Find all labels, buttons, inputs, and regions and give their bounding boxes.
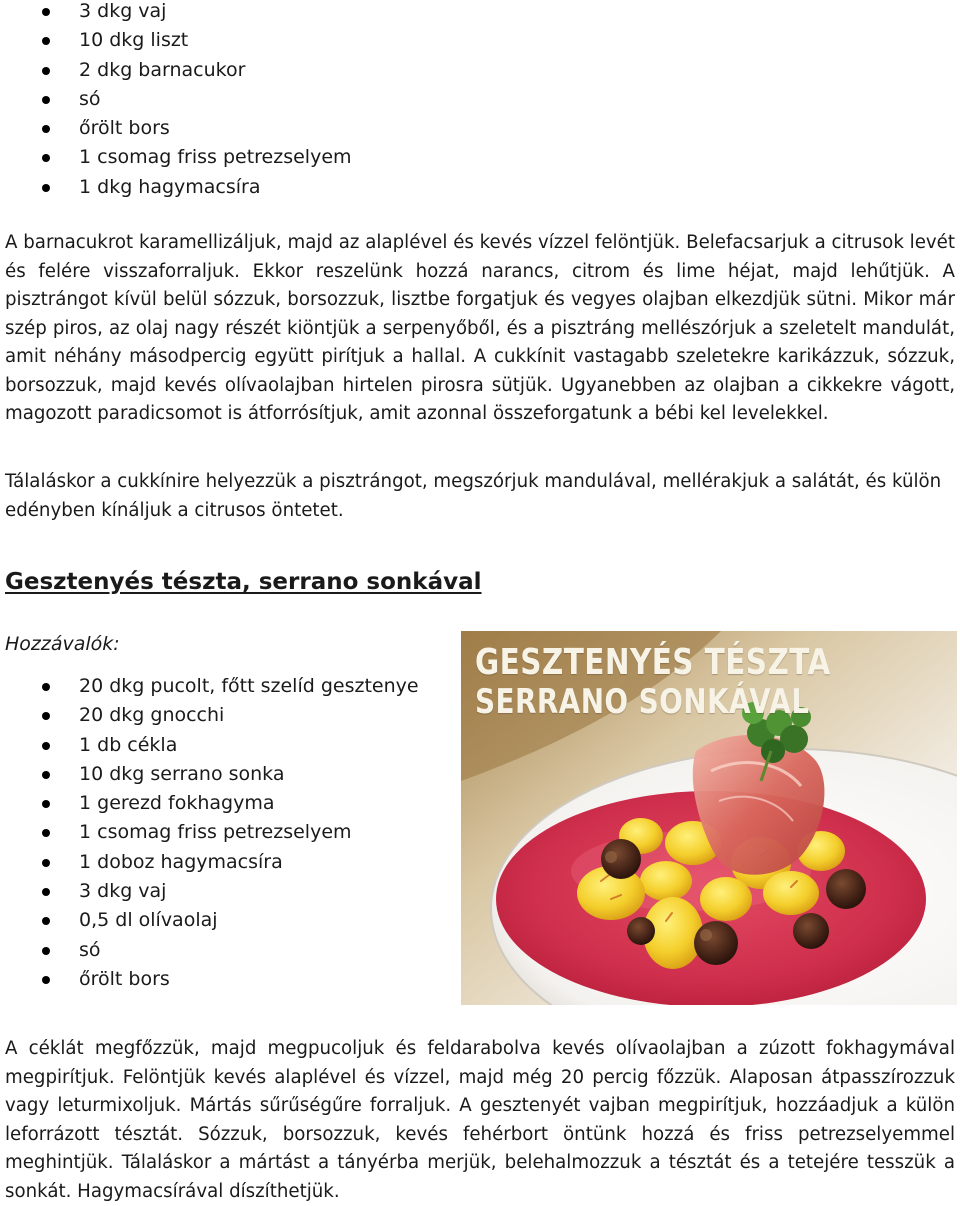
- bullet-icon: [42, 37, 50, 45]
- bullet-icon: [42, 184, 50, 192]
- bullet-icon: [42, 154, 50, 162]
- bullet-icon: [42, 712, 50, 720]
- list-item: [0, 731, 450, 760]
- list-item: [0, 877, 450, 906]
- list-item-text: 1 doboz hagymacsíra: [79, 850, 283, 873]
- list-item: [0, 173, 560, 202]
- list-item-text: 1 csomag friss petrezselyem: [79, 146, 352, 169]
- bullet-icon: [42, 742, 50, 750]
- list-item-text: 2 dkg barnacukor: [79, 58, 246, 81]
- bullet-icon: [42, 683, 50, 691]
- list-item-text: 3 dkg vaj: [79, 0, 167, 22]
- list-item: [0, 85, 560, 114]
- list-item: [0, 56, 560, 85]
- list-item-text: őrölt bors: [79, 967, 170, 990]
- bullet-icon: [42, 800, 50, 808]
- list-item: [0, 143, 560, 172]
- bullet-icon: [42, 96, 50, 104]
- serving-paragraph: Tálaláskor a cukkínire helyezzük a pisztrángot, megszórjuk mandulával, mellérakjuk a salátát, és külön edényben kínáljuk a citrusos öntetet.: [5, 471, 942, 521]
- list-item: [0, 701, 450, 730]
- bullet-icon: [42, 859, 50, 867]
- list-item: [0, 26, 560, 55]
- dish-photo: [461, 631, 957, 1005]
- list-item-text: 20 dkg gnocchi: [79, 704, 225, 727]
- list-item-text: 20 dkg pucolt, főtt szelíd gesztenye: [79, 675, 419, 697]
- photo-caption-line2: SERRANO SONKÁVAL: [475, 682, 810, 722]
- list-item: [0, 965, 450, 994]
- method-paragraph-2: A céklát megfőzzük, majd megpucoljuk és feldarabolva kevés olívaolajban a zúzott fokhagymával megpirítjuk. Felöntjük kevés alaplével és vízzel, majd még 20 percig főzzük. Alaposan átpasszírozzuk vagy leturmixoljuk. Mártás sűrűségűre forraljuk. A gesztenyét vajban megpirítjuk, hozzáadjuk a külön leforrázott tésztát. Sózzuk, borsozzuk, kevés fehérbort öntünk hozzá és friss petrezselyemmel meghintjük. Tálaláskor a mártást a tányérba merjük, belehalmozzuk a tésztát és a tetejére tesszük a sonkát. Hagymacsírával díszíthetjük.: [5, 1038, 955, 1202]
- photo-caption-line1: GESZTENYÉS TÉSZTA: [475, 642, 831, 683]
- list-item: [0, 0, 560, 26]
- list-item-text: 1 gerezd fokhagyma: [79, 792, 275, 815]
- bullet-icon: [42, 125, 50, 133]
- recipe-title: Gesztenyés tészta, serrano sonkával: [5, 569, 482, 595]
- ingredients-label: Hozzávalók:: [5, 633, 120, 655]
- list-item-text: 1 csomag friss petrezselyem: [79, 821, 352, 844]
- bullet-icon: [42, 888, 50, 896]
- list-item: [0, 760, 450, 789]
- list-item-text: 1 db cékla: [79, 733, 178, 756]
- bullet-icon: [42, 67, 50, 75]
- bullet-icon: [42, 771, 50, 779]
- bullet-icon: [42, 829, 50, 837]
- list-item: [0, 789, 450, 818]
- list-item-text: 0,5 dl olívaolaj: [79, 909, 218, 932]
- ingredient-list: [0, 672, 450, 994]
- list-item-text: őrölt bors: [79, 117, 170, 140]
- list-item-text: 10 dkg liszt: [79, 29, 189, 52]
- bullet-icon: [42, 947, 50, 955]
- bullet-icon: [42, 976, 50, 984]
- list-item-text: só: [79, 938, 101, 961]
- list-item: [0, 672, 450, 701]
- list-item-text: 3 dkg vaj: [79, 880, 167, 903]
- list-item-text: 10 dkg serrano sonka: [79, 762, 285, 785]
- bullet-icon: [42, 8, 50, 16]
- top-ingredient-list: [0, 0, 560, 202]
- method-paragraph: A barnacukrot karamellizáljuk, majd az alaplével és kevés vízzel felöntjük. Belefacsarjuk a citrusok levét és felére visszaforraljuk. Ekkor reszelünk hozzá narancs, citrom és lime héjat, majd lehűtjük. A pisztrángot kívül belül sózzuk, borsozzuk, lisztbe forgatjuk és vegyes olajban elkezdjük sütni. Mikor már szép piros, az olaj nagy részét kiöntjük a serpenyőből, és a pisztráng mellészórjuk a szeletelt mandulát, amit néhány másodpercig együtt pirítjuk a hallal. A cukkínit vastagabb szeletekre karikázzuk, sózzuk, borsozzuk, majd kevés olívaolajban hirtelen pirosra sütjük. Ugyanebben az olajban a cikkekre vágott, magozott paradicsomot is átforrósítjuk, amit azonnal összeforgatunk a bébi kel levelekkel.: [5, 232, 955, 424]
- bullet-icon: [42, 917, 50, 925]
- list-item: [0, 114, 560, 143]
- list-item: [0, 848, 450, 877]
- list-item: [0, 936, 450, 965]
- list-item: [0, 818, 450, 847]
- list-item: [0, 906, 450, 935]
- list-item-text: 1 dkg hagymacsíra: [79, 175, 261, 198]
- list-item-text: só: [79, 87, 101, 110]
